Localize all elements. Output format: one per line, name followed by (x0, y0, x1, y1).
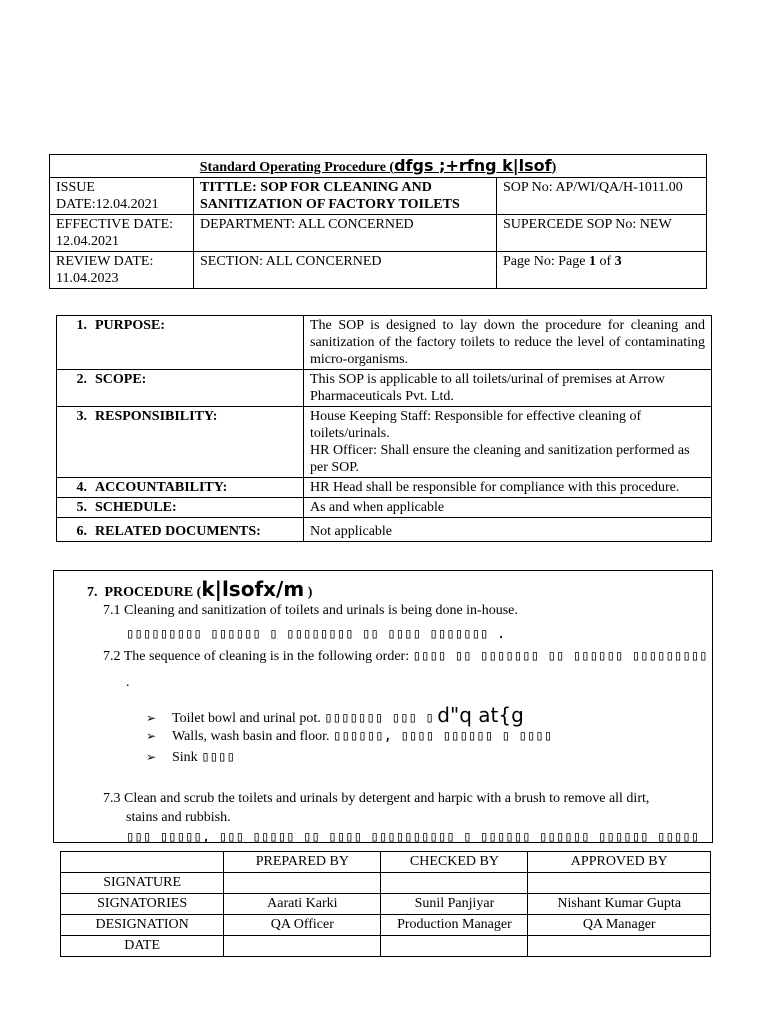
section-row-schedule (57, 498, 712, 518)
document-tittle: TITTLE: SOP FOR CLEANING AND SANITIZATION OF FACTORY TOILETS (194, 178, 497, 215)
procedure-step-7-3-cont: stains and rubbish. (126, 810, 231, 825)
procedure-step-7-2-text: 7.2 The sequence of cleaning is in the following order: (103, 649, 410, 664)
procedure-heading-close: ) (304, 585, 313, 600)
list-item-text: Toilet bowl and urinal pot. (172, 711, 321, 726)
review-date: REVIEW DATE: 11.04.2023 (50, 252, 194, 289)
table-cell (381, 936, 528, 957)
table-cell (381, 873, 528, 894)
table-cell (528, 936, 711, 957)
section-row-responsibility (57, 407, 712, 478)
table-header-row (61, 852, 711, 873)
procedure-step-7-2-dot: . (126, 675, 130, 690)
section-label-text: ACCOUNTABILITY: (95, 480, 228, 495)
section-text: The SOP is designed to lay down the procedure for cleaning and sanitization of the factory toilets to reduce the level of contaminating micro-organisms. (304, 316, 712, 370)
table-cell: Sunil Panjiyar (381, 894, 528, 915)
table-row (61, 936, 711, 957)
section-label-text: RESPONSIBILITY: (95, 409, 218, 424)
table-cell: Aarati Karki (224, 894, 381, 915)
section-label (57, 478, 304, 498)
responsibility-hr-officer: HR Officer: Shall ensure the cleaning and sanitization performed as per SOP. (310, 443, 690, 475)
sop-sections-table (56, 315, 712, 542)
page-label: Page No: Page (503, 254, 589, 269)
sop-title (50, 155, 707, 178)
table-row (61, 873, 711, 894)
row-label: DATE (61, 936, 224, 957)
row-label: SIGNATURE (61, 873, 224, 894)
effective-date: EFFECTIVE DATE: 12.04.2021 (50, 215, 194, 252)
responsibility-housekeeping: House Keeping Staff: Responsible for effective cleaning of toilets/urinals. (310, 409, 642, 441)
sop-title-native: dfgs ;+rfng k|lsof (394, 155, 552, 175)
sop-title-close: ) (551, 159, 557, 175)
section-number: 6. (76, 524, 87, 539)
list-item-text: Walls, wash basin and floor. (172, 729, 330, 744)
section-number: 1. (76, 318, 87, 333)
procedure-heading (87, 577, 312, 601)
section: SECTION: ALL CONCERNED (194, 252, 497, 289)
issue-date: ISSUE DATE:12.04.2021 (50, 178, 194, 215)
sop-header-table (49, 154, 707, 289)
table-cell (224, 873, 381, 894)
table-header-cell (61, 852, 224, 873)
list-item-native: ▯▯▯▯▯▯, ▯▯▯▯ ▯▯▯▯▯▯ ▯ ▯▯▯▯ (333, 728, 553, 744)
list-item-native: ▯▯▯▯▯▯▯ ▯▯▯ ▯ (324, 710, 434, 726)
approved-by-header: APPROVED BY (528, 852, 711, 873)
section-label-text: PURPOSE: (95, 318, 165, 333)
procedure-number: 7. (87, 585, 98, 600)
section-label (57, 370, 304, 407)
section-label (57, 407, 304, 478)
section-label (57, 316, 304, 370)
section-number: 4. (76, 480, 87, 495)
section-label-text: RELATED DOCUMENTS: (95, 524, 261, 539)
procedure-heading-text: PROCEDURE ( (104, 585, 202, 600)
table-cell: QA Manager (528, 915, 711, 936)
arrow-bullet-icon: ➢ (146, 729, 157, 743)
table-cell (224, 936, 381, 957)
procedure-step-7-3-native: ▯▯▯ ▯▯▯▯▯, ▯▯▯ ▯▯▯▯▯ ▯▯ ▯▯▯▯ ▯▯▯▯▯▯▯▯▯▯ ▯ ▯▯▯▯▯▯ ▯▯▯▯▯▯ ▯▯▯▯▯▯ ▯▯▯▯▯ (126, 829, 700, 843)
page-total: 3 (614, 254, 622, 269)
row-label: DESIGNATION (61, 915, 224, 936)
supercede-sop: SUPERCEDE SOP No: NEW (497, 215, 707, 252)
list-item (146, 728, 552, 745)
page-number (497, 252, 707, 289)
sop-number: SOP No: AP/WI/QA/H-1011.00 (497, 178, 707, 215)
section-text: As and when applicable (304, 498, 712, 518)
list-item-text: Sink (172, 750, 198, 765)
procedure-step-7-1: 7.1 Cleaning and sanitization of toilets and urinals is being done in-house. (103, 603, 518, 618)
prepared-by-header: PREPARED BY (224, 852, 381, 873)
procedure-step-7-3: 7.3 Clean and scrub the toilets and urinals by detergent and harpic with a brush to remove all dirt, (103, 791, 650, 806)
page-of: of (595, 254, 615, 269)
section-number: 5. (76, 500, 87, 515)
page-current: 1 (588, 254, 596, 269)
department: DEPARTMENT: ALL CONCERNED (194, 215, 497, 252)
table-cell (528, 873, 711, 894)
procedure-step-7-1-native: ▯▯▯▯▯▯▯▯▯ ▯▯▯▯▯▯ ▯ ▯▯▯▯▯▯▯▯ ▯▯ ▯▯▯▯ ▯▯▯▯▯▯▯ . (126, 626, 506, 642)
list-item-native: ▯▯▯▯ (201, 749, 235, 765)
signature-table (60, 851, 711, 957)
section-label (57, 518, 304, 542)
procedure-step-7-2-native: ▯▯▯▯ ▯▯ ▯▯▯▯▯▯▯ ▯▯ ▯▯▯▯▯▯ ▯▯▯▯▯▯▯▯▯ (412, 648, 708, 664)
section-row-accountability (57, 478, 712, 498)
procedure-heading-native: k|lsofx/m (201, 577, 305, 601)
row-label: SIGNATORIES (61, 894, 224, 915)
procedure-section (53, 570, 713, 843)
section-row-related-documents (57, 518, 712, 542)
table-cell: Nishant Kumar Gupta (528, 894, 711, 915)
list-item (146, 749, 235, 766)
section-number: 3. (76, 409, 87, 424)
table-cell: QA Officer (224, 915, 381, 936)
section-text: This SOP is applicable to all toilets/urinal of premises at Arrow Pharmaceuticals Pvt. Ltd. (304, 370, 712, 407)
section-label-text: SCOPE: (95, 372, 147, 387)
table-row (61, 894, 711, 915)
section-text (304, 407, 712, 478)
section-row-scope (57, 370, 712, 407)
section-label-text: SCHEDULE: (95, 500, 177, 515)
arrow-bullet-icon: ➢ (146, 750, 157, 764)
table-row (61, 915, 711, 936)
section-row-purpose (57, 316, 712, 370)
list-item (146, 703, 524, 727)
checked-by-header: CHECKED BY (381, 852, 528, 873)
section-number: 2. (76, 372, 87, 387)
arrow-bullet-icon: ➢ (146, 711, 157, 725)
section-text: HR Head shall be responsible for compliance with this procedure. (304, 478, 712, 498)
section-text: Not applicable (304, 518, 712, 542)
procedure-step-7-2 (103, 648, 708, 665)
list-item-native-preeti: d"q at{g (437, 703, 524, 727)
sop-title-text: Standard Operating Procedure ( (199, 159, 395, 175)
table-cell: Production Manager (381, 915, 528, 936)
section-label (57, 498, 304, 518)
